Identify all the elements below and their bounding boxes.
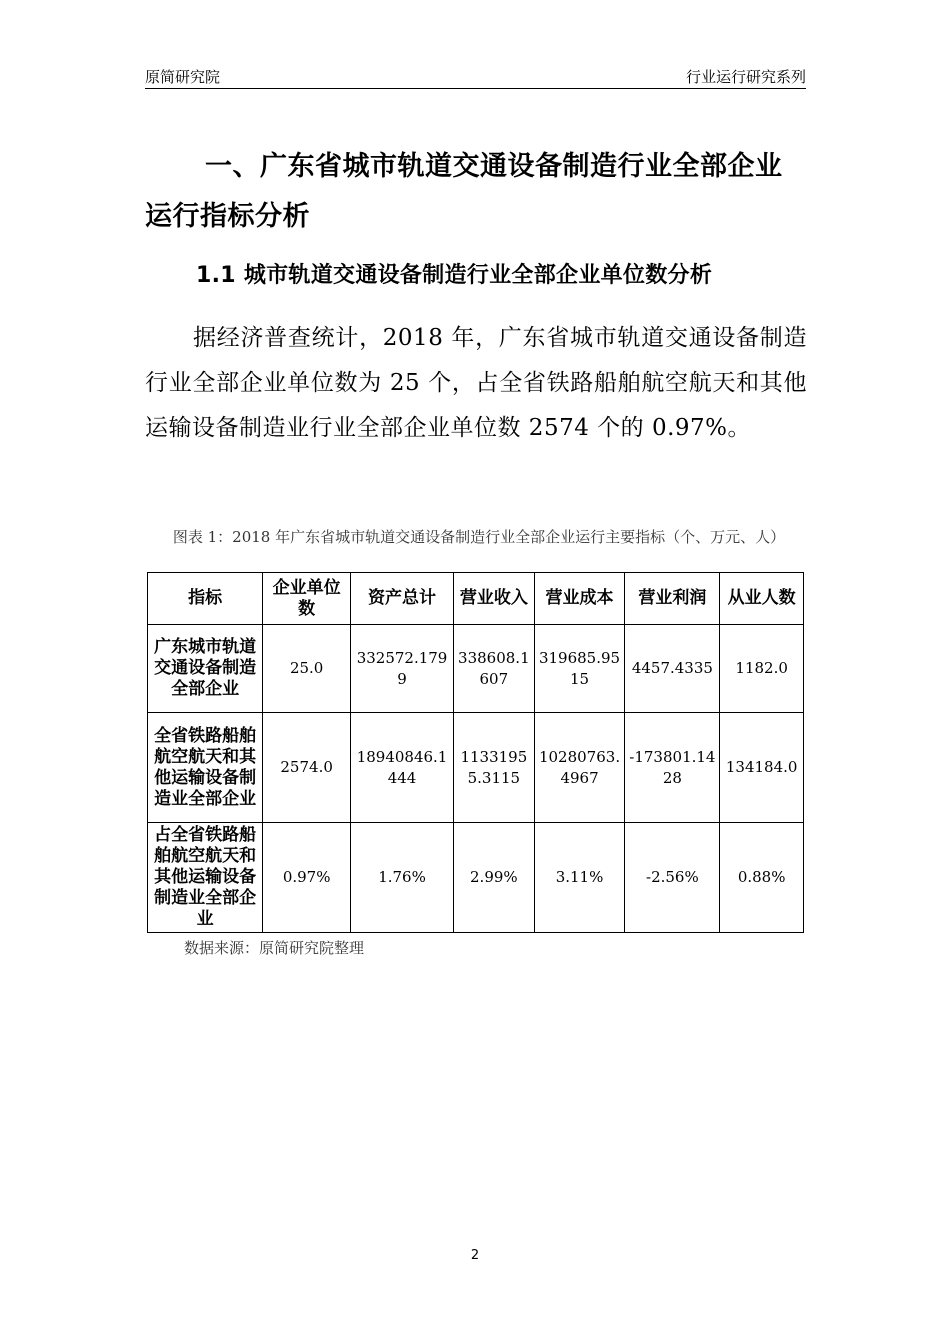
cell-revenue: 2.99% [454, 823, 535, 933]
cell-units: 25.0 [263, 625, 351, 713]
body-paragraph: 据经济普查统计，2018 年，广东省城市轨道交通设备制造行业全部企业单位数为 25 个，占全省铁路船舶航空航天和其他运输设备制造业行业全部企业单位数 2574 个的 0.97%。 [145, 325, 807, 441]
cell-employees: 1182.0 [720, 625, 804, 713]
header-cell-cost: 营业成本 [534, 573, 625, 625]
section-heading: 一、广东省城市轨道交通设备制造行业全部企业运行指标分析 [145, 151, 783, 232]
cell-cost: 3.11% [534, 823, 625, 933]
cell-assets: 1.76% [351, 823, 454, 933]
cell-cost: 10280763.4967 [534, 713, 625, 823]
row-label: 全省铁路船舶航空航天和其他运输设备制造业全部企业 [148, 713, 263, 823]
cell-profit: 4457.4335 [625, 625, 720, 713]
cell-cost: 319685.9515 [534, 625, 625, 713]
cell-profit: -2.56% [625, 823, 720, 933]
cell-profit: -173801.1428 [625, 713, 720, 823]
table-row [148, 625, 804, 713]
header-left-org: 原简研究院 [145, 68, 221, 86]
data-source-note: 数据来源：原简研究院整理 [184, 939, 365, 957]
header-divider [145, 88, 806, 89]
header-cell-employees: 从业人数 [720, 573, 804, 625]
cell-revenue: 11331955.3115 [454, 713, 535, 823]
page-number: 2 [470, 1248, 480, 1263]
subsection-heading: 1.1 城市轨道交通设备制造行业全部企业单位数分析 [196, 263, 713, 288]
cell-assets: 332572.1799 [351, 625, 454, 713]
header-cell-profit: 营业利润 [625, 573, 720, 625]
cell-assets: 18940846.1444 [351, 713, 454, 823]
table-row [148, 713, 804, 823]
cell-revenue: 338608.1607 [454, 625, 535, 713]
row-label: 广东城市轨道交通设备制造全部企业 [148, 625, 263, 713]
row-label: 占全省铁路船舶航空航天和其他运输设备制造业全部企业 [148, 823, 263, 933]
table-header-row [148, 573, 804, 625]
cell-units: 2574.0 [263, 713, 351, 823]
table-caption: 图表 1：2018 年广东省城市轨道交通设备制造行业全部企业运行主要指标（个、万元、人） [172, 528, 786, 546]
header-cell-revenue: 营业收入 [454, 573, 535, 625]
header-cell-units: 企业单位数 [263, 573, 351, 625]
cell-employees: 0.88% [720, 823, 804, 933]
header-right-series: 行业运行研究系列 [685, 68, 806, 86]
header-cell-assets: 资产总计 [351, 573, 454, 625]
header-cell-indicator: 指标 [148, 573, 263, 625]
cell-units: 0.97% [263, 823, 351, 933]
table-row [148, 823, 804, 933]
indicator-table [147, 572, 804, 933]
cell-employees: 134184.0 [720, 713, 804, 823]
